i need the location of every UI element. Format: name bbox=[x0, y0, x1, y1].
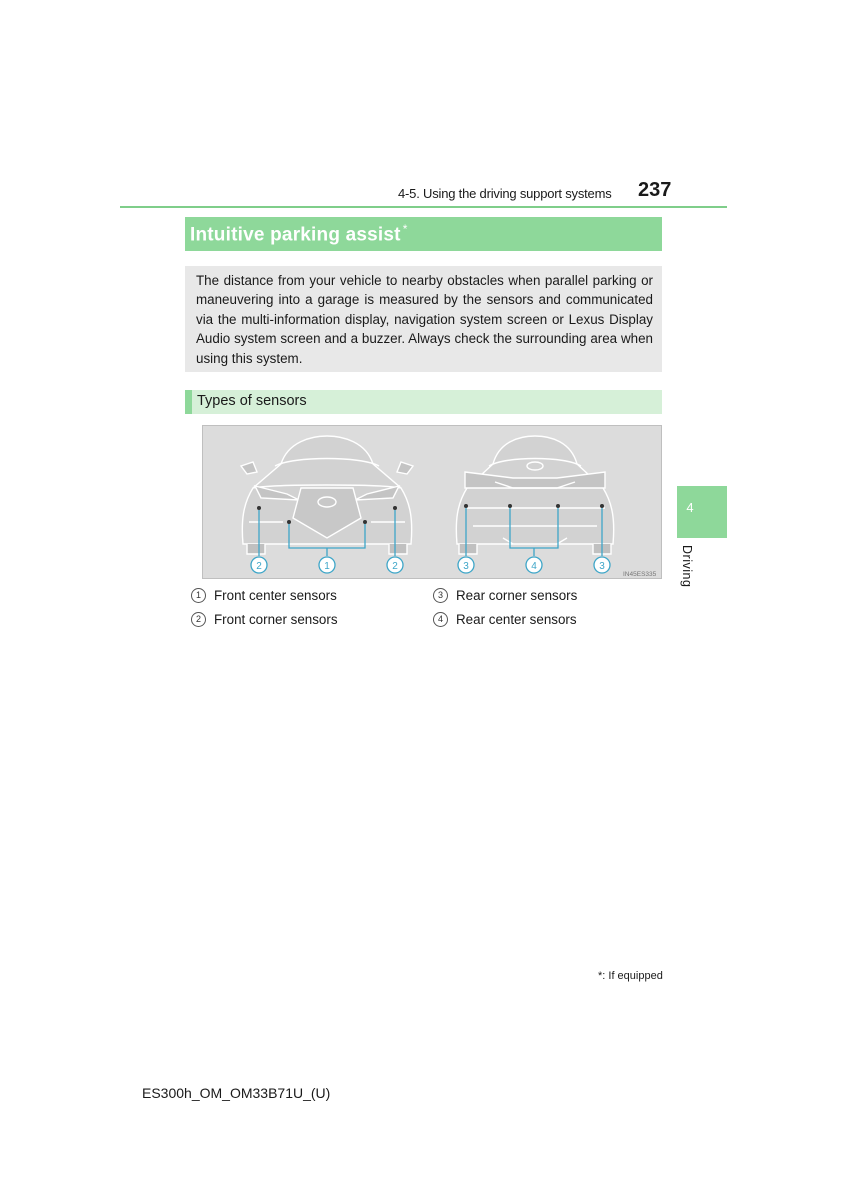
figure-code: IN45ES335 bbox=[623, 571, 657, 578]
front-car-drawing bbox=[241, 436, 413, 554]
footnote: *: If equipped bbox=[598, 970, 663, 982]
callout-text: 2 bbox=[392, 561, 398, 572]
intro-text: The distance from your vehicle to nearby obstacles when parallel parking or maneuvering into a garage is measured by the sensors and communicated via the multi-information display, navigation system screen or Lexus Display Audio system screen and a buzzer. Always check the surrounding area when using this system. bbox=[196, 273, 653, 366]
car-illustration bbox=[203, 426, 663, 580]
footer-code: ES300h_OM_OM33B71U_(U) bbox=[142, 1085, 331, 1101]
legend-number: 2 bbox=[191, 612, 206, 627]
title-label: Intuitive parking assist bbox=[190, 224, 401, 246]
legend-label: Front corner sensors bbox=[214, 612, 338, 627]
legend-number: 4 bbox=[433, 612, 448, 627]
callout-text: 2 bbox=[256, 561, 262, 572]
running-header: 4-5. Using the driving support systems bbox=[398, 186, 612, 201]
chapter-label: Driving bbox=[680, 545, 694, 588]
subheading-accent bbox=[185, 390, 192, 414]
callout-text: 4 bbox=[531, 561, 537, 572]
chapter-number: 4 bbox=[686, 500, 694, 515]
legend-label: Front center sensors bbox=[214, 588, 337, 603]
page-number: 237 bbox=[638, 179, 672, 201]
callout-text: 3 bbox=[599, 561, 605, 572]
legend-item bbox=[191, 588, 337, 603]
header-rule bbox=[120, 206, 727, 208]
title-star: * bbox=[402, 222, 408, 236]
legend-item bbox=[191, 612, 338, 627]
rear-car-drawing bbox=[456, 436, 613, 554]
legend-label: Rear corner sensors bbox=[456, 588, 578, 603]
legend-number: 3 bbox=[433, 588, 448, 603]
callout-text: 1 bbox=[324, 561, 330, 572]
subheading: Types of sensors bbox=[197, 393, 307, 409]
legend-item bbox=[433, 612, 577, 627]
legend-number: 1 bbox=[191, 588, 206, 603]
sensor-figure bbox=[202, 425, 662, 579]
page-title bbox=[190, 222, 408, 246]
callout-text: 3 bbox=[463, 561, 469, 572]
legend-label: Rear center sensors bbox=[456, 612, 577, 627]
legend-item bbox=[433, 588, 577, 603]
